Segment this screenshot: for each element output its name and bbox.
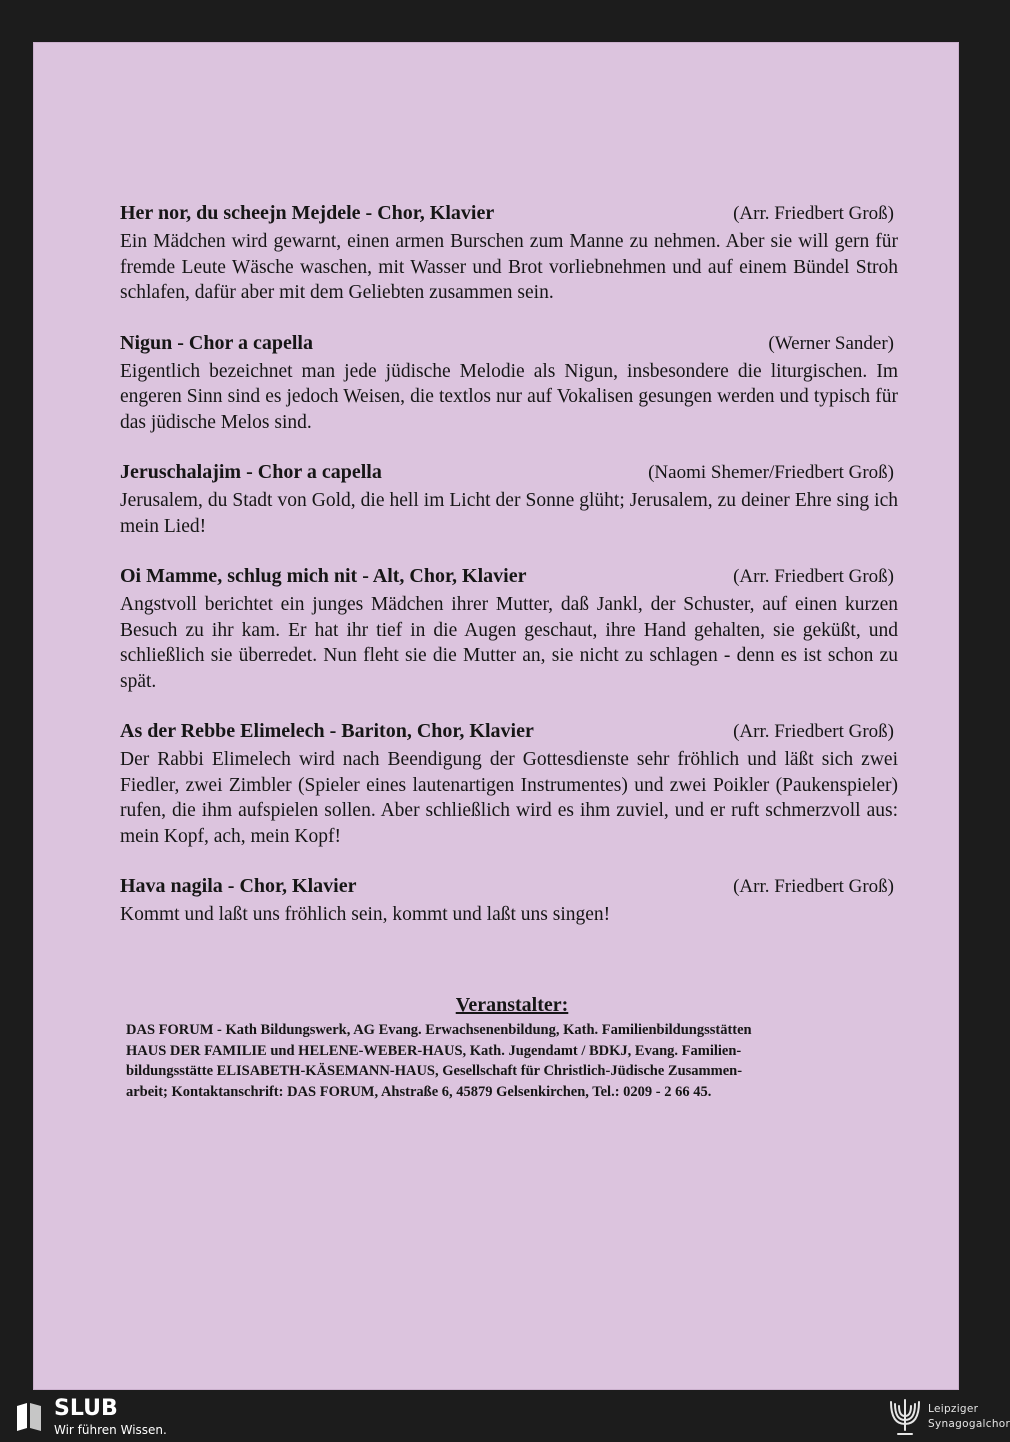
organizer-heading: Veranstalter: — [455, 994, 569, 1016]
piece-title: Hava nagila - Chor, Klavier — [120, 875, 357, 897]
slub-logo-icon[interactable] — [14, 1400, 44, 1432]
library-name[interactable]: SLUB — [54, 1396, 118, 1421]
organizer-line: HAUS DER FAMILIE und HELENE-WEBER-HAUS, Kath. Jugendamt / BDKJ, Evang. Familien- — [126, 1042, 742, 1059]
program-item-header — [120, 461, 898, 488]
piece-description: Kommt und laßt uns fröhlich sein, kommt und laßt uns singen! — [120, 904, 611, 925]
piece-arranger: (Arr. Friedbert Groß) — [733, 876, 894, 897]
library-tagline: Wir führen Wissen. — [54, 1423, 167, 1437]
piece-arranger: (Werner Sander) — [768, 332, 894, 354]
program-list — [120, 202, 898, 954]
organizer-block — [126, 994, 898, 1102]
program-item — [120, 875, 898, 928]
program-item — [120, 202, 898, 306]
choir-name — [928, 1402, 1010, 1432]
program-item-header — [120, 565, 898, 592]
program-item-header — [120, 720, 898, 747]
program-item-header — [120, 875, 898, 902]
piece-description: Jerusalem, du Stadt von Gold, die hell im Licht der Sonne glüht; Jerusalem, zu deiner Ehre sing ich mein Lied! — [120, 490, 898, 537]
organizer-line: DAS FORUM - Kath Bildungswerk, AG Evang. Erwachsenenbildung, Kath. Familienbildungsstätten — [126, 1022, 752, 1038]
organizer-line: arbeit; Kontaktanschrift: DAS FORUM, Ahstraße 6, 45879 Gelsenkirchen, Tel.: 0209 - 2 66 45. — [126, 1083, 712, 1100]
viewer-footer — [0, 1390, 1010, 1442]
piece-title: Jeruschalajim - Chor a capella — [120, 461, 382, 483]
piece-title: Oi Mamme, schlug mich nit - Alt, Chor, Klavier — [120, 565, 527, 587]
program-item-header — [120, 332, 898, 359]
organizer-line: bildungsstätte ELISABETH-KÄSEMANN-HAUS, Gesellschaft für Christlich-Jüdische Zusammen- — [126, 1063, 743, 1079]
piece-arranger: (Arr. Friedbert Groß) — [733, 721, 894, 742]
piece-description: Eigentlich bezeichnet man jede jüdische Melodie als Nigun, insbesondere die liturgischen. Im engeren Sinn sind es jedoch Weisen, die textlos nur auf Vokalisen gesungen werden und typisch für das jüdische Melos sind. — [120, 360, 898, 433]
program-item — [120, 461, 898, 539]
program-item — [120, 720, 898, 849]
program-item — [120, 565, 898, 694]
choir-name-line: Synagogalchor — [928, 1418, 1010, 1430]
piece-title: Her nor, du scheejn Mejdele - Chor, Klavier — [120, 202, 495, 224]
menorah-icon — [888, 1394, 922, 1438]
piece-title: Nigun - Chor a capella — [120, 331, 313, 354]
piece-description: Angstvoll berichtet ein junges Mädchen ihrer Mutter, daß Jankl, der Schuster, auf einen kurzen Besuch zu ihr kam. Er hat ihr tief in die Augen geschaut, ihre Hand gehalten, sie geküßt, und schließlich sie überredet. Nun fleht sie die Mutter an, sie nicht zu schlagen - denn es ist schon zu spät. — [120, 594, 898, 692]
program-item-header — [120, 202, 898, 229]
organizer-text — [126, 1020, 898, 1102]
piece-description: Der Rabbi Elimelech wird nach Beendigung der Gottesdienste sehr fröhlich und läßt sich zwei Fiedler, zwei Zimbler (Spieler eines lautenartigen Instrumentes) und zwei Poikler (Paukenspieler) rufen, die ihm aufspielen sollen. Aber schließlich wird es ihm zuviel, und er ruft schmerzvoll aus: mein Kopf, ach, mein Kopf! — [120, 749, 898, 847]
choir-name-line: Leipziger — [928, 1403, 979, 1415]
piece-description: Ein Mädchen wird gewarnt, einen armen Burschen zum Manne zu nehmen. Aber sie will gern für fremde Leute Wäsche waschen, mit Wasser und Brot vorliebnehmen und auf einem Bündel Stroh schlafen, dafür aber mit dem Geliebten zusammen sein. — [120, 231, 898, 303]
piece-title: As der Rebbe Elimelech - Bariton, Chor, Klavier — [120, 720, 534, 742]
piece-arranger: (Arr. Friedbert Groß) — [733, 203, 894, 224]
program-item — [120, 332, 898, 436]
piece-arranger: (Naomi Shemer/Friedbert Groß) — [648, 462, 894, 483]
piece-arranger: (Arr. Friedbert Groß) — [733, 566, 894, 587]
